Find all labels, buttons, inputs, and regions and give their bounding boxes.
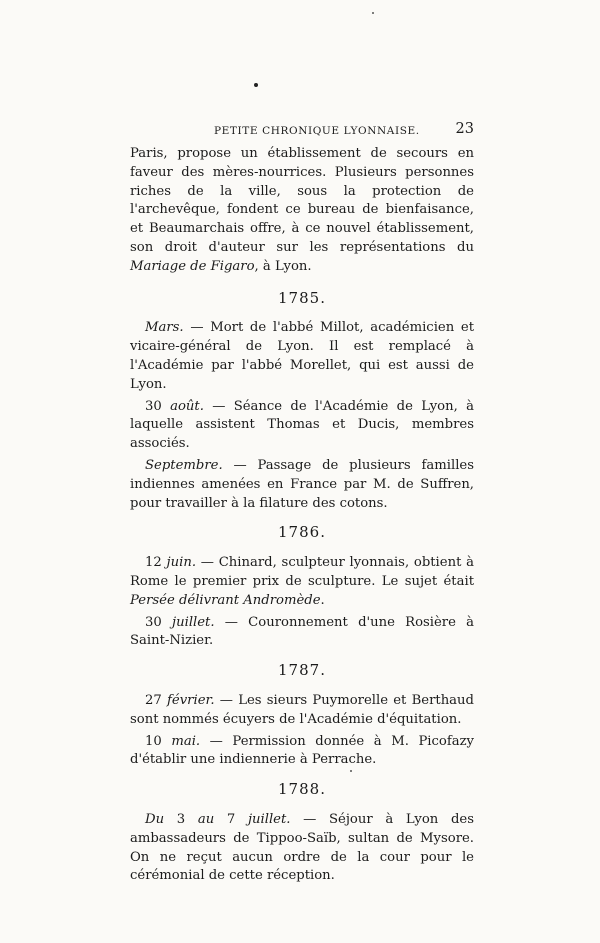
year-heading-1785: 1785. [278, 288, 326, 307]
ink-speck [372, 12, 374, 14]
chronicle-entry: 27 février. — Les sieurs Puymorelle et Berthaud sont nommés écuyers de l'Académie d'équitation. [130, 692, 474, 727]
running-header [130, 123, 474, 139]
ink-dot [254, 83, 258, 87]
page-number: 23 [455, 121, 474, 137]
chronicle-entry: 10 mai. — Permission donnée à M. Picofazy d'établir une indiennerie à Perrache. [130, 733, 474, 768]
year-heading-1786: 1786. [278, 523, 326, 542]
continuation-paragraph: Paris, propose un établissement de secours en faveur des mères-nourrices. Plusieurs personnes riches de la ville, sous la protection de l'archevêque, fondent ce bureau de bienfaisance, et Beaumarchais offre, à ce nouvel établissement, son droit d'auteur sur les représentations du Mariage de Figaro, à Lyon. [130, 146, 474, 274]
year-heading-1788: 1788. [278, 780, 326, 799]
year-heading-1787: 1787. [278, 661, 326, 680]
chronicle-entry: 30 juillet. — Couronnement d'une Rosière à Saint-Nizier. [130, 614, 474, 649]
chronicle-entry: Du 3 au 7 juillet. — Séjour à Lyon des ambassadeurs de Tippoo-Saïb, sultan de Mysore. On ne reçut aucun ordre de la cour pour le cérémonial de cette réception. [130, 811, 474, 884]
chronicle-entry: Mars. — Mort de l'abbé Millot, académicien et vicaire-général de Lyon. Il est remplacé à l'Académie par l'abbé Morellet, qui est aussi de Lyon. [130, 320, 474, 392]
chronicle-entry: Septembre. — Passage de plusieurs familles indiennes amenées en France par M. de Suffren, pour travailler à la filature des cotons. [130, 457, 474, 511]
header-title: PETITE CHRONIQUE LYONNAISE. [214, 125, 420, 137]
page-body [130, 145, 474, 889]
chronicle-entry: 12 juin. — Chinard, sculpteur lyonnais, obtient à Rome le premier prix de sculpture. Le sujet était Persée délivrant Andromède. [130, 555, 474, 608]
chronicle-entry: 30 août. — Séance de l'Académie de Lyon, à laquelle assistent Thomas et Ducis, membres associés. [130, 398, 474, 452]
